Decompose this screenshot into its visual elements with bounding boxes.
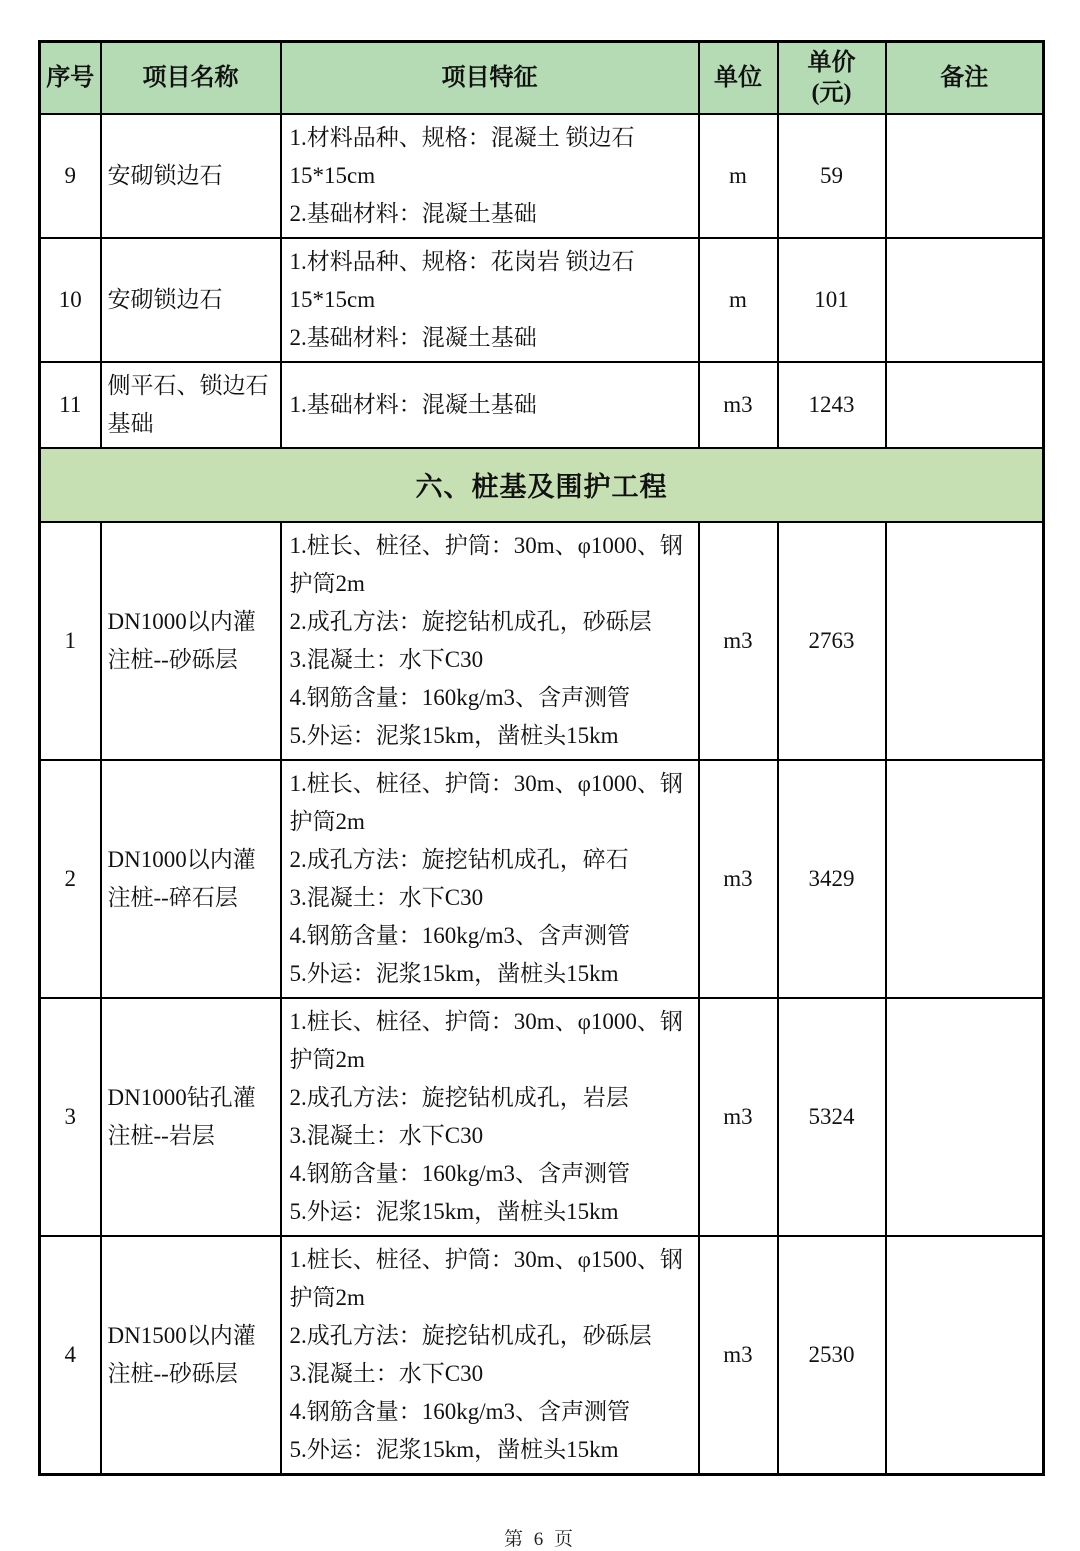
feature-line: 1.材料品种、规格：花岗岩 锁边石 15*15cm: [289, 248, 635, 312]
feature-line: 1.桩长、桩径、护筒：30m、φ1000、钢护筒2m: [289, 1008, 683, 1072]
row-unit: m: [699, 238, 778, 362]
row-name: 安砌锁边石: [101, 238, 281, 362]
feature-line: 4.钢筋含量：160kg/m3、含声测管: [289, 1160, 631, 1186]
row-unit: m3: [699, 760, 778, 998]
row-features: [281, 522, 699, 760]
header-note: 备注: [886, 42, 1044, 114]
header-price-line1: 单价: [807, 49, 856, 76]
feature-line: 5.外运：泥浆15km，凿桩头15km: [289, 1198, 619, 1224]
header-feature: 项目特征: [281, 42, 699, 114]
row-note: [886, 1236, 1044, 1475]
header-price-line2: (元): [811, 79, 852, 106]
feature-line: 3.混凝土：水下C30: [289, 884, 484, 910]
row-seq: 2: [40, 760, 101, 998]
row-note: [886, 114, 1044, 238]
feature-line: 2.成孔方法：旋挖钻机成孔，碎石: [289, 846, 629, 872]
table-row: [40, 1236, 1044, 1475]
price-table: [38, 40, 1045, 1476]
row-features: [281, 1236, 699, 1475]
feature-line: 4.钢筋含量：160kg/m3、含声测管: [289, 1398, 631, 1424]
feature-line: 1.基础材料：混凝土基础: [289, 391, 537, 417]
row-note: [886, 760, 1044, 998]
row-name: DN1000以内灌注桩--碎石层: [101, 760, 281, 998]
row-seq: 10: [40, 238, 101, 362]
row-note: [886, 998, 1044, 1236]
feature-line: 2.成孔方法：旋挖钻机成孔，砂砾层: [289, 1322, 652, 1348]
row-unit: m3: [699, 362, 778, 448]
row-name: 侧平石、锁边石基础: [101, 362, 281, 448]
feature-line: 1.桩长、桩径、护筒：30m、φ1000、钢护筒2m: [289, 532, 683, 596]
feature-line: 1.桩长、桩径、护筒：30m、φ1000、钢护筒2m: [289, 770, 683, 834]
row-note: [886, 522, 1044, 760]
feature-line: 2.成孔方法：旋挖钻机成孔，岩层: [289, 1084, 629, 1110]
table-row: [40, 998, 1044, 1236]
feature-line: 5.外运：泥浆15km，凿桩头15km: [289, 1436, 619, 1462]
feature-line: 4.钢筋含量：160kg/m3、含声测管: [289, 684, 631, 710]
header-price: [778, 42, 886, 114]
row-features: [281, 238, 699, 362]
page-number: 第 6 页: [503, 1528, 576, 1550]
table-row: [40, 362, 1044, 448]
row-unit: m3: [699, 522, 778, 760]
row-unit: m: [699, 114, 778, 238]
table-body: [40, 114, 1044, 1475]
row-seq: 4: [40, 1236, 101, 1475]
feature-line: 3.混凝土：水下C30: [289, 646, 484, 672]
row-price: 1243: [778, 362, 886, 448]
header-seq: 序号: [40, 42, 101, 114]
row-price: 101: [778, 238, 886, 362]
feature-line: 1.材料品种、规格：混凝土 锁边石 15*15cm: [289, 124, 635, 188]
row-features: [281, 760, 699, 998]
row-unit: m3: [699, 1236, 778, 1475]
feature-line: 2.基础材料：混凝土基础: [289, 324, 537, 350]
row-seq: 1: [40, 522, 101, 760]
section-row: [40, 448, 1044, 522]
feature-line: 1.桩长、桩径、护筒：30m、φ1500、钢护筒2m: [289, 1246, 683, 1310]
row-price: 2530: [778, 1236, 886, 1475]
row-price: 5324: [778, 998, 886, 1236]
section-title: 六、桩基及围护工程: [40, 448, 1044, 522]
row-seq: 11: [40, 362, 101, 448]
header-unit: 单位: [699, 42, 778, 114]
table-row: [40, 760, 1044, 998]
row-price: 59: [778, 114, 886, 238]
table-row: [40, 114, 1044, 238]
row-name: 安砌锁边石: [101, 114, 281, 238]
feature-line: 5.外运：泥浆15km，凿桩头15km: [289, 722, 619, 748]
table-row: [40, 522, 1044, 760]
row-features: [281, 362, 699, 448]
header-name: 项目名称: [101, 42, 281, 114]
table-header: [40, 42, 1044, 114]
row-features: [281, 998, 699, 1236]
row-note: [886, 238, 1044, 362]
row-name: DN1500以内灌注桩--砂砾层: [101, 1236, 281, 1475]
row-seq: 9: [40, 114, 101, 238]
feature-line: 3.混凝土：水下C30: [289, 1122, 484, 1148]
row-name: DN1000钻孔灌注桩--岩层: [101, 998, 281, 1236]
feature-line: 2.基础材料：混凝土基础: [289, 200, 537, 226]
feature-line: 3.混凝土：水下C30: [289, 1360, 484, 1386]
row-name: DN1000以内灌注桩--砂砾层: [101, 522, 281, 760]
feature-line: 2.成孔方法：旋挖钻机成孔，砂砾层: [289, 608, 652, 634]
table-row: [40, 238, 1044, 362]
row-features: [281, 114, 699, 238]
row-price: 2763: [778, 522, 886, 760]
feature-line: 5.外运：泥浆15km，凿桩头15km: [289, 960, 619, 986]
row-note: [886, 362, 1044, 448]
row-price: 3429: [778, 760, 886, 998]
row-seq: 3: [40, 998, 101, 1236]
feature-line: 4.钢筋含量：160kg/m3、含声测管: [289, 922, 631, 948]
row-unit: m3: [699, 998, 778, 1236]
header-row: [40, 42, 1044, 114]
